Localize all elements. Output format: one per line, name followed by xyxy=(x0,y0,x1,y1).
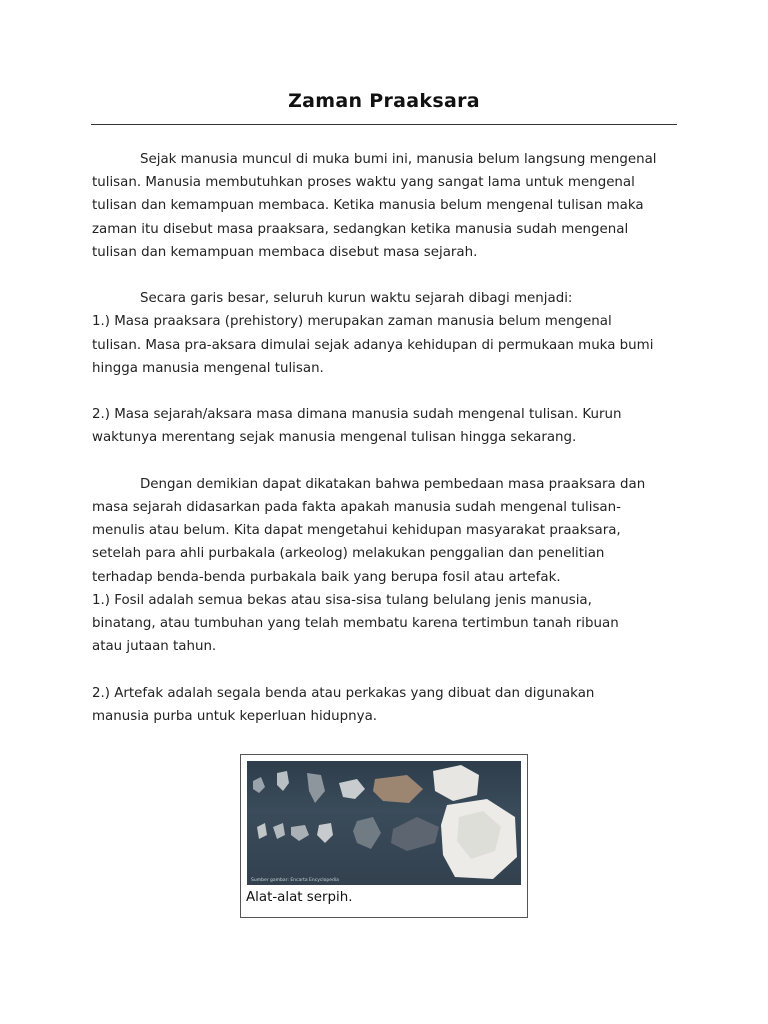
text-line: tulisan dan kemampuan membaca disebut masa sejarah. xyxy=(92,244,478,260)
text-line: zaman itu disebut masa praaksara, sedangkan ketika manusia sudah mengenal xyxy=(92,221,629,237)
document-body xyxy=(92,148,682,728)
text-line: Dengan demikian dapat dikatakan bahwa pembedaan masa praaksara dan xyxy=(140,476,646,492)
text-line: masa sejarah didasarkan pada fakta apakah manusia sudah mengenal tulisan- xyxy=(92,500,621,515)
text-line: Secara garis besar, seluruh kurun waktu sejarah dibagi menjadi: xyxy=(140,291,573,307)
text-line: terhadap benda-benda purbakala baik yang berupa fosil atau artefak. xyxy=(92,569,561,585)
text-line: manusia purba untuk keperluan hidupnya. xyxy=(92,708,378,724)
text-line: 1.) Masa praaksara (prehistory) merupakan zaman manusia belum mengenal xyxy=(92,314,612,330)
text-line: 2.) Masa sejarah/aksara masa dimana manusia sudah mengenal tulisan. Kurun xyxy=(92,407,622,423)
text-line: 2.) Artefak adalah segala benda atau perkakas yang dibuat dan digunakan xyxy=(92,685,595,701)
paragraph-gap xyxy=(92,380,682,403)
stone-tools-photo xyxy=(247,761,521,885)
text-line: atau jutaan tahun. xyxy=(92,639,217,655)
text-line: hingga manusia mengenal tulisan. xyxy=(92,360,324,376)
stone-tools-illustration xyxy=(247,761,521,885)
text-line: setelah para ahli purbakala (arkeolog) melakukan penggalian dan penelitian xyxy=(92,546,605,562)
paragraph-gap xyxy=(92,264,682,287)
text-line: Sejak manusia muncul di muka bumi ini, manusia belum langsung mengenal xyxy=(140,152,657,167)
paragraph-gap xyxy=(92,658,682,681)
figure xyxy=(240,754,528,918)
text-line: tulisan. Manusia membutuhkan proses waktu yang sangat lama untuk mengenal xyxy=(92,175,635,191)
text-line: binatang, atau tumbuhan yang telah membatu karena tertimbun tanah ribuan xyxy=(92,616,619,632)
title-underline xyxy=(91,124,677,125)
text-line: 1.) Fosil adalah semua bekas atau sisa-sisa tulang belulang jenis manusia, xyxy=(92,592,592,608)
photo-credit: Sumber gambar: Encarta Encyclopedia xyxy=(251,878,339,883)
paragraph-gap xyxy=(92,450,682,473)
text-line: tulisan dan kemampuan membaca. Ketika manusia belum mengenal tulisan maka xyxy=(92,198,644,214)
document-title: Zaman Praaksara xyxy=(288,90,480,112)
figure-caption: Alat-alat serpih. xyxy=(246,890,353,905)
text-line: waktunya merentang sejak manusia mengenal tulisan hingga sekarang. xyxy=(92,430,577,446)
text-line: tulisan. Masa pra-aksara dimulai sejak adanya kehidupan di permukaan muka bumi xyxy=(92,337,654,353)
text-line: menulis atau belum. Kita dapat mengetahui kehidupan masyarakat praaksara, xyxy=(92,523,621,539)
